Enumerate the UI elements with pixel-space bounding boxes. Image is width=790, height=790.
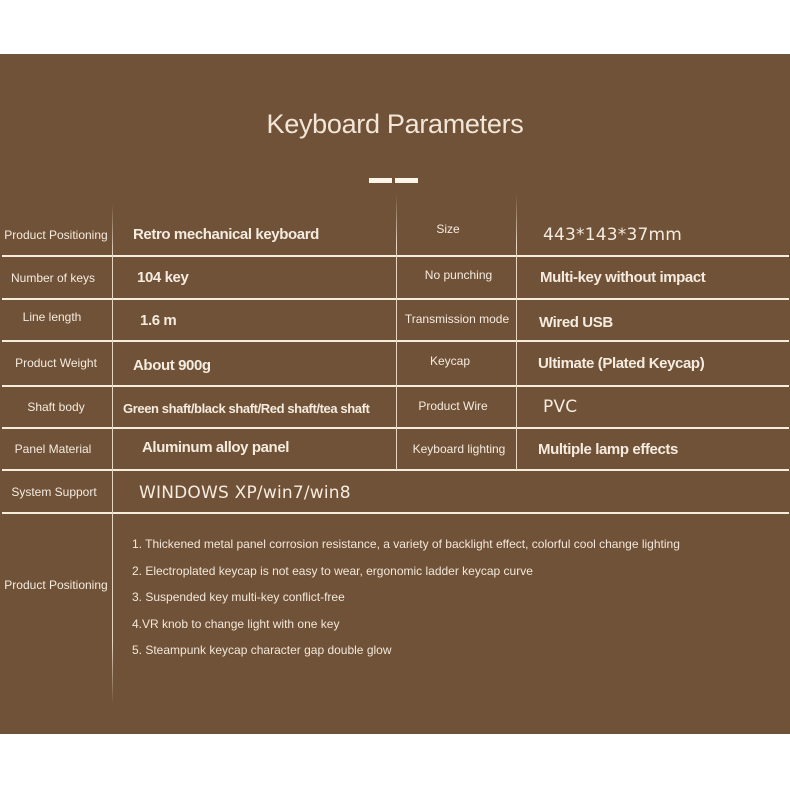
spec-value-keyboard-lighting: Multiple lamp effects <box>538 440 678 458</box>
spec-label-size: Size <box>436 221 460 236</box>
spec-label-no-punching: No punching <box>424 267 493 282</box>
spec-label-transmission-mode: Transmission mode <box>404 311 510 326</box>
spec-label-keycap: Keycap <box>429 354 471 368</box>
spec-value-shaft-body: Green shaft/black shaft/Red shaft/tea shaft <box>123 400 370 416</box>
spec-label-product-positioning: Product Positioning <box>4 227 108 242</box>
spec-label-line-length: Line length <box>22 309 82 324</box>
spec-value-number-of-keys: 104 key <box>137 269 189 286</box>
spec-value-size: 443*143*37mm <box>543 224 683 245</box>
spec-label-keyboard-lighting: Keyboard lighting <box>412 442 506 456</box>
feature-item: 5. Steampunk keycap character gap double glow <box>132 643 392 657</box>
spec-value-transmission-mode: Wired USB <box>539 314 613 331</box>
spec-label-product-weight: Product Weight <box>15 356 97 370</box>
spec-value-line-length: 1.6 m <box>140 312 177 329</box>
spec-value-keycap: Ultimate (Plated Keycap) <box>538 354 705 372</box>
spec-value-no-punching: Multi-key without impact <box>540 269 706 286</box>
subtitle-decoration <box>280 148 510 162</box>
spec-value-product-weight: About 900g <box>133 356 211 374</box>
column-divider <box>112 204 113 704</box>
spec-label-product-wire: Product Wire <box>418 399 488 413</box>
spec-value-system-support: WINDOWS XP/win7/win8 <box>139 482 351 503</box>
features-label: Product Positioning <box>4 578 108 592</box>
feature-item: 2. Electroplated keycap is not easy to wear, ergonomic ladder keycap curve <box>132 563 533 578</box>
page-title: Keyboard Parameters <box>266 109 524 139</box>
spec-label-panel-material: Panel Material <box>14 442 92 456</box>
spec-label-number-of-keys: Number of keys <box>10 270 96 285</box>
title-divider-dash <box>395 178 418 183</box>
spec-label-system-support: System Support <box>11 484 97 499</box>
feature-list <box>132 537 782 670</box>
feature-item: 4.VR knob to change light with one key <box>132 616 340 631</box>
title-divider-dash <box>369 178 392 183</box>
spec-value-product-positioning: Retro mechanical keyboard <box>133 226 319 243</box>
spec-value-product-wire: PVC <box>543 397 578 417</box>
feature-item: 3. Suspended key multi-key conflict-free <box>132 590 345 604</box>
spec-value-panel-material: Aluminum alloy panel <box>142 438 290 456</box>
spec-label-shaft-body: Shaft body <box>27 400 85 414</box>
feature-item: 1. Thickened metal panel corrosion resistance, a variety of backlight effect, colorful cool change lighting <box>132 537 680 551</box>
